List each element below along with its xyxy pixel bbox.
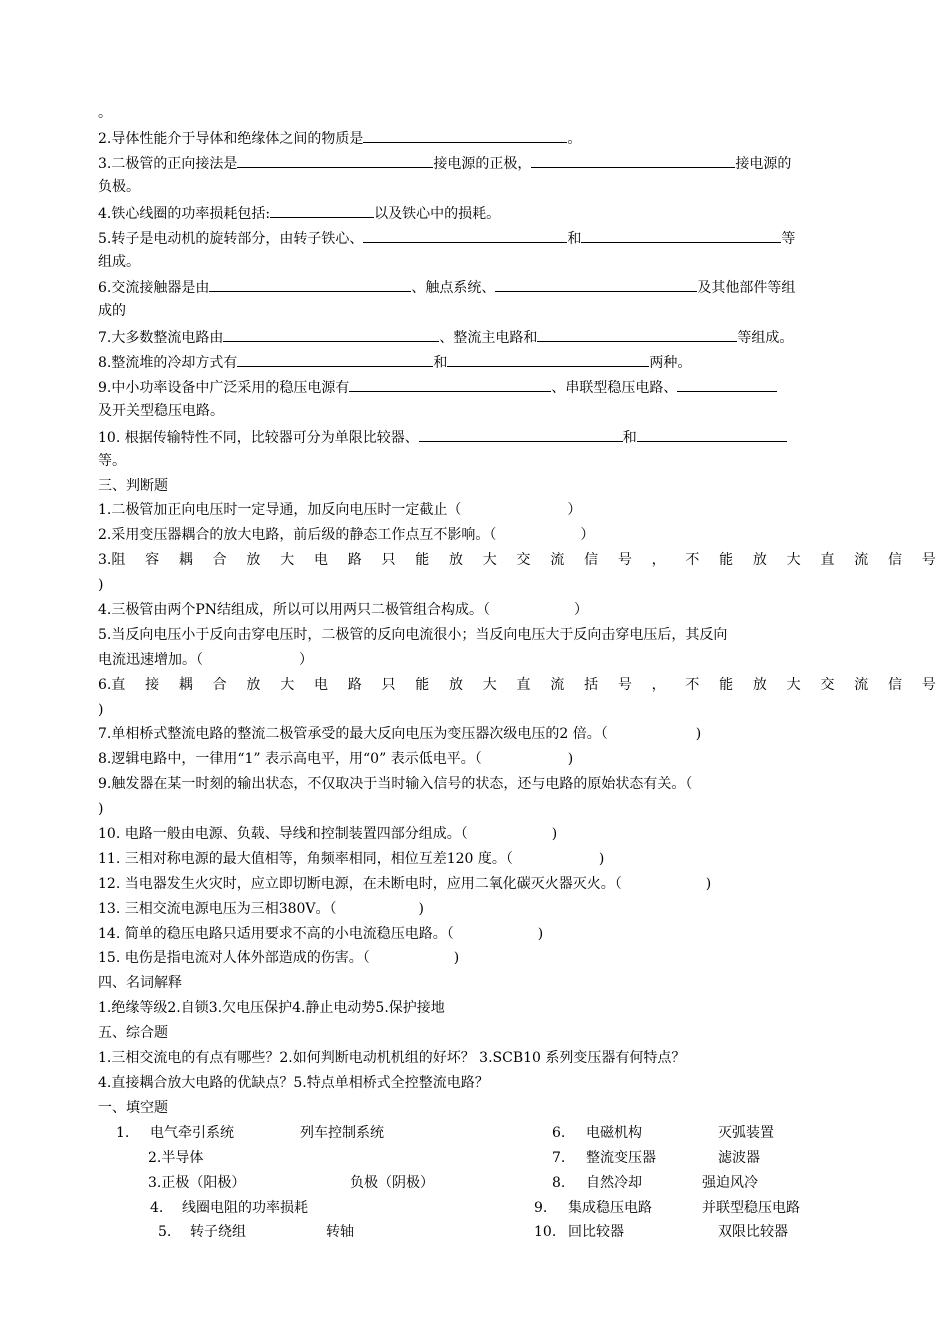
judge-q6-c7: 路 (347, 677, 362, 693)
judge-q4-text: 4.三极管由两个PN结组成，所以可以用两只二极管组合构成。（ (98, 602, 491, 618)
answer-4-a: 线圈电阻的功率损耗 (182, 1200, 308, 1216)
fill-q3-blank-2 (531, 152, 735, 168)
fill-q7-blank-1 (223, 326, 439, 342)
judge-q11-text: 11. 三相对称电源的最大值相等，角频率相同，相位互差120 度。（ (98, 851, 513, 867)
answer-3-b: 负极（阴极） (350, 1175, 434, 1191)
fill-q3-mid: 接电源的正极， (433, 156, 532, 172)
judge-q6-c11: 大 (482, 677, 497, 693)
fill-q5-end: 等 (781, 231, 796, 247)
fill-q3-text: 3.二极管的正向接法是 (98, 156, 238, 172)
judge-q3-c14: 信 (584, 552, 599, 568)
judge-q6-c22: 流 (854, 677, 869, 693)
judge-q6-c9: 能 (415, 677, 430, 693)
fill-q10 (98, 426, 787, 448)
fill-q8-end: 两种。 (649, 355, 692, 371)
fill-q3-cont: 负极。 (98, 179, 140, 195)
fill-q5 (98, 227, 795, 249)
judge-q5-cont (98, 650, 313, 670)
judge-q3-c5: 大 (280, 552, 295, 568)
fill-q4 (98, 202, 500, 224)
fill-q6-cont: 成的 (98, 303, 126, 319)
fill-q10-and: 和 (622, 430, 637, 446)
judge-q6-c14: 括 (584, 677, 599, 693)
fill-q5-cont: 组成。 (98, 254, 140, 270)
judge-q6-c18: 能 (719, 677, 734, 693)
fill-q9-mid: 、串联型稳压电路、 (551, 380, 678, 396)
judge-q14 (98, 924, 543, 944)
section3-title: 三、判断题 (98, 478, 168, 494)
answer-6-b: 灭弧装置 (718, 1125, 774, 1141)
judge-q3-c21: 直 (820, 552, 835, 568)
judge-q6-c15: 号 (617, 677, 632, 693)
judge-q9: 9.触发器在某一时刻的输出状态，不仅取决于当时输入信号的状态，还与电路的原始状态有关。（ (98, 776, 693, 792)
judge-q6-c23: 信 (887, 677, 902, 693)
judge-q3-c24: 号 (921, 552, 936, 568)
judge-q6-c6: 电 (313, 677, 328, 693)
judge-q4-close: ） (574, 602, 589, 618)
judge-q11 (98, 849, 604, 869)
fill-q6-end: 及其他部件等组 (697, 280, 796, 296)
fill-q5-text: 5.转子是电动机的旋转部分，由转子铁心、 (98, 231, 364, 247)
judge-q6-c20: 大 (786, 677, 801, 693)
judge-q6-c16: ， (651, 677, 666, 693)
fill-q8-blank-1 (237, 351, 433, 367)
judge-q15 (98, 948, 459, 968)
judge-q7-close: ) (695, 726, 702, 742)
judge-q3-c3: 合 (212, 552, 227, 568)
judge-q1-text: 1.二极管加正向电压时一定导通，加反向电压时一定截止（ (98, 502, 462, 518)
judge-q7 (98, 724, 701, 744)
answer-5-number: 5. (158, 1224, 172, 1240)
judge-q3-c18: 能 (719, 552, 734, 568)
fill-q5-blank-2 (581, 227, 781, 243)
answer-1-a: 电气牵引系统 (150, 1125, 234, 1141)
judge-q13-text: 13. 三相交流电源电压为三相380V。（ (98, 901, 337, 917)
answer-8-a: 自然冷却 (586, 1175, 642, 1191)
judge-q13 (98, 899, 424, 919)
judge-q6-c21: 交 (820, 677, 835, 693)
judge-q6-close: ) (98, 702, 104, 718)
answer-5-a: 转子绕组 (190, 1224, 246, 1240)
judge-q12 (98, 874, 711, 894)
fill-q10-blank-1 (419, 426, 623, 442)
judge-q6-c19: 放 (752, 677, 767, 693)
fill-q6-blank-2 (495, 276, 697, 292)
section5-line-2: 4.直接耦合放大电路的优缺点？5.特点单相桥式全控整流电路？ (98, 1075, 489, 1091)
fill-q2-end: 。 (567, 131, 582, 147)
answers-title: 一、填空题 (98, 1100, 168, 1116)
judge-q9-close: ) (98, 801, 104, 817)
judge-q5-text: 电流迅速增加。（ (98, 652, 203, 668)
judge-q3-c19: 放 (752, 552, 767, 568)
top-dot: 。 (98, 105, 112, 121)
judge-q3-c22: 流 (854, 552, 869, 568)
fill-q3 (98, 152, 791, 174)
judge-q3-close: ) (98, 577, 104, 593)
answer-8-number: 8. (552, 1175, 566, 1191)
judge-q3-c15: 号 (617, 552, 632, 568)
section5-line-1: 1.三相交流电的有点有哪些？2.如何判断电动机机组的好坏？ 3.SCB10 系列变压器有何特点？ (98, 1050, 686, 1066)
judge-q6-c10: 放 (449, 677, 464, 693)
judge-q7-text: 7.单相桥式整流电路的整流二极管承受的最大反向电压为变压器次级电压的2 倍。（ (98, 726, 608, 742)
judge-q3-c7: 路 (347, 552, 362, 568)
judge-q6-c4: 放 (246, 677, 261, 693)
answer-7-b: 滤波器 (718, 1150, 760, 1166)
judge-q4 (98, 600, 588, 620)
fill-q9-cont: 及开关型稳压电路。 (98, 403, 224, 419)
fill-q5-blank-1 (363, 227, 567, 243)
answer-10-b: 双限比较器 (718, 1224, 788, 1240)
answer-7-a: 整流变压器 (586, 1150, 656, 1166)
judge-q15-text: 15. 电伤是指电流对人体外部造成的伤害。（ (98, 950, 370, 966)
judge-q2-close: ） (580, 527, 595, 543)
fill-q7-text: 7.大多数整流电路由 (98, 330, 224, 346)
fill-q8-blank-2 (447, 351, 649, 367)
judge-q3-c2: 耦 (178, 552, 193, 568)
fill-q3-blank-1 (237, 152, 433, 168)
judge-q10-text: 10. 电路一般由电源、负载、导线和控制装置四部分组成。（ (98, 826, 468, 842)
answer-10-a: 回比较器 (568, 1224, 624, 1240)
judge-q8 (98, 749, 573, 769)
judge-q3-c20: 大 (786, 552, 801, 568)
fill-q10-cont: 等。 (98, 453, 126, 469)
fill-q7 (98, 326, 793, 348)
judge-q5: 5.当反向电压小于反向击穿电压时，二极管的反向电流很小；当反向电压大于反向击穿电压后，其反向 (98, 627, 728, 643)
fill-q7-mid: 、整流主电路和 (439, 330, 538, 346)
judge-q6-c17: 不 (685, 677, 700, 693)
judge-q6-c1: 接 (145, 677, 160, 693)
answer-10-number: 10. (534, 1224, 557, 1240)
fill-q8-text: 8.整流堆的冷却方式有 (98, 355, 238, 371)
judge-q6-c12: 直 (516, 677, 531, 693)
answer-4-number: 4. (150, 1200, 164, 1216)
fill-q6-text: 6.交流接触器是由 (98, 280, 210, 296)
judge-q2 (98, 525, 594, 545)
judge-q3-c11: 大 (482, 552, 497, 568)
fill-q6-mid: 、触点系统、 (411, 280, 496, 296)
answer-6-a: 电磁机构 (586, 1125, 642, 1141)
fill-q2 (98, 127, 581, 149)
answer-1-number: 1. (116, 1125, 130, 1141)
judge-q11-close: ) (598, 851, 605, 867)
judge-q3-c12: 交 (516, 552, 531, 568)
answer-5-b: 转轴 (326, 1224, 354, 1240)
judge-q6-c24: 号 (921, 677, 936, 693)
fill-q2-blank (363, 127, 567, 143)
answer-1-b: 列车控制系统 (300, 1125, 384, 1141)
judge-q3-c4: 放 (246, 552, 261, 568)
judge-q6-c5: 大 (280, 677, 295, 693)
fill-q10-text: 10. 根据传输特性不同，比较器可分为单限比较器、 (98, 430, 419, 446)
judge-q6-c8: 只 (381, 677, 396, 693)
judge-q1-close: ） (567, 502, 582, 518)
answer-3-a: 3.正极（阳极） (148, 1175, 246, 1191)
judge-q3-c9: 能 (415, 552, 430, 568)
judge-q3-c17: 不 (685, 552, 700, 568)
answer-9-b: 并联型稳压电路 (702, 1200, 800, 1216)
fill-q4-blank (270, 202, 374, 218)
judge-q8-text: 8.逻辑电路中，一律用“1” 表示高电平，用“0” 表示低电平。（ (98, 751, 482, 767)
judge-q6-c0: 6.直 (98, 677, 126, 693)
answer-8-b: 强迫风冷 (702, 1175, 758, 1191)
judge-q5-close: ） (299, 652, 313, 668)
fill-q7-end: 等组成。 (737, 330, 794, 346)
fill-q8 (98, 351, 691, 373)
judge-q8-close: ) (567, 751, 574, 767)
judge-q15-close: ) (453, 950, 460, 966)
judge-q10 (98, 824, 557, 844)
judge-q14-text: 14. 简单的稳压电路只适用要求不高的小电流稳压电路。（ (98, 926, 454, 942)
judge-q3-c16: ， (651, 552, 666, 568)
fill-q10-blank-2 (637, 426, 787, 442)
fill-q9-blank-1 (349, 376, 551, 392)
judge-q14-close: ) (537, 926, 544, 942)
section4-title: 四、名词解释 (98, 975, 182, 991)
section5-title: 五、综合题 (98, 1025, 168, 1041)
fill-q9-text: 9.中小功率设备中广泛采用的稳压电源有 (98, 380, 350, 396)
fill-q6-blank-1 (209, 276, 411, 292)
judge-q6 (98, 675, 936, 695)
judge-q13-close: ) (418, 901, 425, 917)
judge-q2-text: 2.采用变压器耦合的放大电路，前后级的静态工作点互不影响。（ (98, 527, 497, 543)
judge-q12-text: 12. 当电器发生火灾时，应立即切断电源，在未断电时，应用二氧化碳灭火器灭火。（ (98, 876, 622, 892)
fill-q3-end: 接电源的 (735, 156, 792, 172)
answer-9-a: 集成稳压电路 (568, 1200, 652, 1216)
fill-q4-end: 以及铁心中的损耗。 (374, 206, 501, 222)
fill-q7-blank-2 (537, 326, 737, 342)
judge-q10-close: ) (551, 826, 558, 842)
fill-q8-and: 和 (433, 355, 448, 371)
judge-q6-c13: 流 (550, 677, 565, 693)
judge-q6-c3: 合 (212, 677, 227, 693)
judge-q3-c0: 3.阻 (98, 552, 126, 568)
answer-2: 2.半导体 (148, 1150, 204, 1166)
fill-q9 (98, 376, 777, 398)
fill-q6 (98, 276, 795, 298)
judge-q6-c2: 耦 (178, 677, 193, 693)
fill-q2-text: 2.导体性能介于导体和绝缘体之间的物质是 (98, 131, 364, 147)
fill-q4-text: 4.铁心线圈的功率损耗包括: (98, 206, 271, 222)
fill-q9-blank-2 (677, 376, 777, 392)
judge-q3 (98, 550, 936, 570)
judge-q12-close: ) (705, 876, 712, 892)
judge-q3-c6: 电 (313, 552, 328, 568)
judge-q3-c1: 容 (145, 552, 160, 568)
judge-q3-c23: 信 (887, 552, 902, 568)
fill-q5-and: 和 (567, 231, 582, 247)
section4-items: 1.绝缘等级2.自锁3.欠电压保护4.静止电动势5.保护接地 (98, 1000, 445, 1016)
answer-6-number: 6. (552, 1125, 566, 1141)
answer-9-number: 9. (534, 1200, 548, 1216)
judge-q3-c8: 只 (381, 552, 396, 568)
judge-q3-c13: 流 (550, 552, 565, 568)
judge-q1 (98, 500, 581, 520)
answer-7-number: 7. (552, 1150, 566, 1166)
judge-q3-c10: 放 (449, 552, 464, 568)
